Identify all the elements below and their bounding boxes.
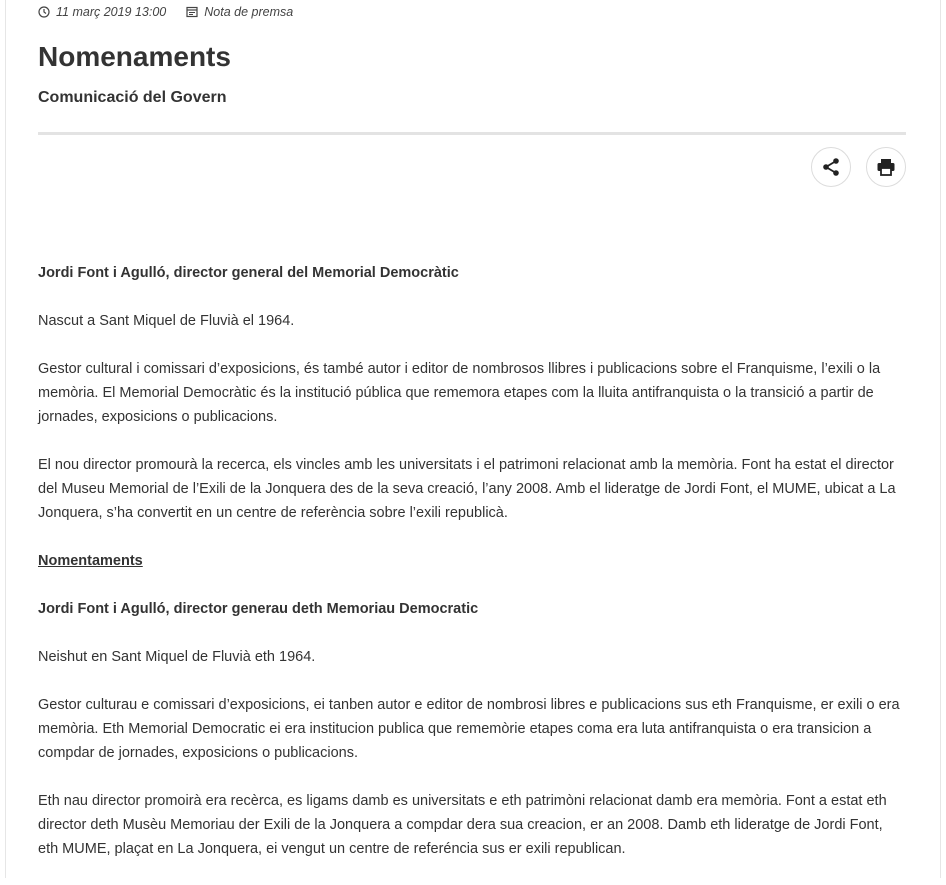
heading-aranese: Jordi Font i Agulló, director generau deth Memoriau Democratic	[38, 601, 479, 617]
page-subtitle: Comunicació del Govern	[38, 89, 227, 106]
article-body	[38, 261, 906, 861]
print-icon	[876, 157, 896, 177]
print-button[interactable]	[866, 147, 906, 187]
share-icon	[821, 157, 841, 177]
heading-catalan: Jordi Font i Agulló, director general del Memorial Democràtic	[38, 265, 459, 281]
paragraph-birth-aranese: Neishut en Sant Miquel de Fluvià eth 1964.	[38, 649, 316, 665]
paragraph-birth: Nascut a Sant Miquel de Fluvià el 1964.	[38, 313, 295, 329]
publish-date: 11 març 2019 13:00	[56, 5, 167, 19]
paragraph-role: El nou director promourà la recerca, els vincles amb les universitats i el patrimoni relacionat amb la memòria. Font ha estat el director del Museu Memorial de l’Exili de la Jonquera des de la seva creació, l’any 2008. Amb el lideratge de Jordi Font, el MUME, ubicat a La Jonquera, s’ha convertit en un centre de referència sobre l’exili republicà.	[38, 457, 896, 521]
header-divider	[38, 132, 906, 135]
page-title: Nomenaments	[38, 41, 231, 72]
press-release-page	[5, 0, 941, 878]
paragraph-profile-aranese: Gestor culturau e comissari d’exposicions, ei tanben autor e editor de nombrosi libres e publicacions sus eth Franquisme, er exili o era memòria. Eth Memorial Democratic ei era institucion publica que rememòrie etapes coma era luta antifranquista o era transicion a compdar de jornades, exposicions o publicacions.	[38, 697, 900, 761]
section-heading-aranese: Nomentaments	[38, 553, 143, 569]
paragraph-role-aranese: Eth nau director promoirà era recèrca, es ligams damb es universitats e eth patrimòni relacionat damb era memòria. Font a estat eth director deth Musèu Memoriau der Exili de la Jonquera a compdar dera sua creacion, er an 2008. Damb eth lideratge de Jordi Font, eth MUME, plaçat en La Jonquera, ei vengut un centre de referéncia sus er exili republican.	[38, 793, 887, 857]
article-content	[38, 0, 906, 885]
share-button[interactable]	[811, 147, 851, 187]
paragraph-profile: Gestor cultural i comissari d’exposicions, és també autor i editor de nombrosos llibres i publicacions sobre el Franquisme, l’exili o la memòria. El Memorial Democràtic és la institució pública que rememora etapes com la lluita antifranquista o la transició a partir de jornades, exposicions o publicacions.	[38, 361, 881, 425]
date-meta	[38, 5, 166, 19]
note-icon	[186, 6, 198, 18]
article-meta	[38, 0, 906, 24]
article-actions	[38, 147, 906, 187]
type-meta	[186, 5, 293, 19]
content-type: Nota de premsa	[204, 5, 294, 19]
clock-icon	[38, 6, 50, 18]
